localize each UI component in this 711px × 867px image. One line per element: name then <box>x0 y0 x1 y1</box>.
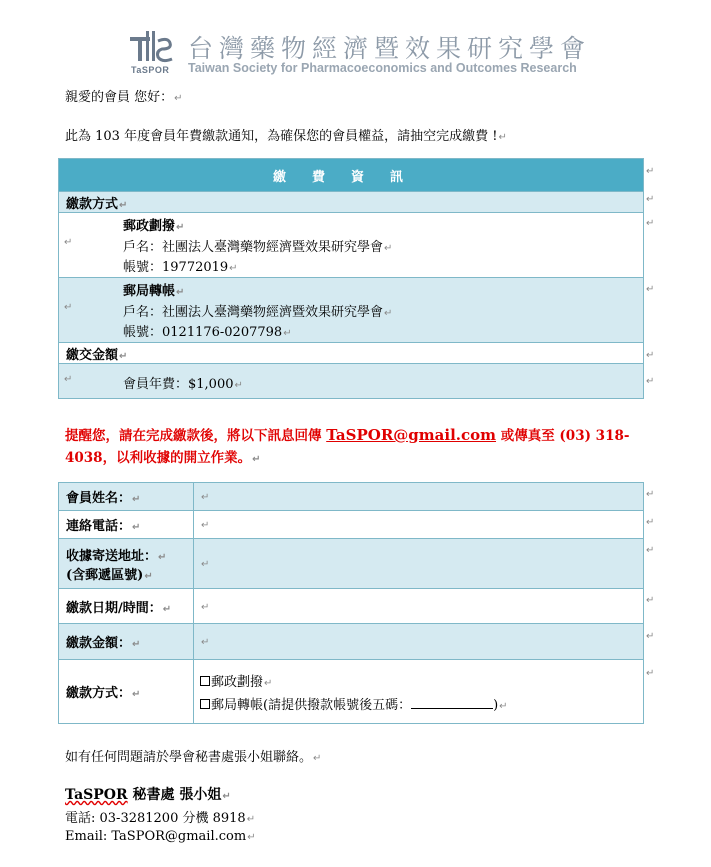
option-postal-transfer[interactable]: 郵政劃撥↵ <box>200 671 643 690</box>
taspor-emblem-icon <box>128 29 174 79</box>
account-name: 戶名：社團法人臺灣藥物經濟暨效果研究學會↵ <box>123 240 393 255</box>
checkbox-icon[interactable] <box>200 676 210 686</box>
row-end-mark: ↵ <box>646 595 655 606</box>
row-end-mark: ↵ <box>646 218 655 229</box>
row-end-mark: ↵ <box>646 376 655 387</box>
address-field[interactable]: ↵ <box>194 539 644 589</box>
account-name: 戶名：社團法人臺灣藥物經濟暨效果研究學會↵ <box>123 305 393 320</box>
row-end-mark: ↵ <box>646 631 655 642</box>
notice-text: 此為 103 年度會員年費繳款通知，為確保您的會員權益，請抽空完成繳費 !↵ <box>65 129 507 144</box>
row-end-mark: ↵ <box>646 194 655 205</box>
account-number: 帳號：0121176-0207798↵ <box>123 325 292 340</box>
row-end-mark: ↵ <box>646 545 655 556</box>
account-number: 帳號：19772019↵ <box>123 260 238 275</box>
option-bank-transfer[interactable]: 郵局轉帳(請提供撥款帳號後五碼： )↵ <box>200 694 643 713</box>
row-end-mark: ↵ <box>646 517 655 528</box>
phone-line: 電話: 03-3281200 分機 8918↵ <box>65 811 256 826</box>
reminder-text: 提醒您，請在完成繳款後，將以下訊息回傳 TaSPOR@gmail.com 或傳真至 (03) 318-4038，以利收據的開立作業。↵ <box>65 426 630 466</box>
phone-label: 連絡電話：↵ <box>59 511 194 539</box>
payment-amount-field[interactable]: ↵ <box>194 624 644 660</box>
amount-label: 繳交金額↵ <box>59 343 644 364</box>
payment-method-options <box>194 660 644 724</box>
address-label: 收據寄送地址：↵ (含郵遞區號)↵ <box>59 539 194 589</box>
method-bank-transfer: ↵ 郵局轉帳↵ 戶名：社團法人臺灣藥物經濟暨效果研究學會↵ 帳號：0121176-0207798↵ <box>59 278 643 342</box>
row-end-mark: ↵ <box>646 350 655 361</box>
method-title: 郵局轉帳↵ <box>123 284 185 299</box>
society-logo <box>124 27 591 81</box>
payment-info-table <box>58 158 644 399</box>
member-name-field[interactable]: ↵ <box>194 483 644 511</box>
method-label: 繳款方式↵ <box>59 192 644 213</box>
payment-method-label: 繳款方式：↵ <box>59 660 194 724</box>
payment-table-title: 繳費資訊 <box>59 159 644 192</box>
phone-field[interactable]: ↵ <box>194 511 644 539</box>
row-end-mark: ↵ <box>646 668 655 679</box>
row-end-mark: ↵ <box>646 489 655 500</box>
row-end-mark: ↵ <box>646 166 655 177</box>
logo-abbreviation: TaSPOR <box>131 65 170 75</box>
signature: TaSPOR 秘書處 張小姐↵ <box>65 787 231 803</box>
contact-note: 如有任何問題請於學會秘書處張小姐聯絡。↵ <box>65 750 322 765</box>
greeting: 親愛的會員 您好：↵ <box>65 90 183 105</box>
reminder-email-link[interactable]: TaSPOR@gmail.com <box>326 426 497 444</box>
email-line: Email: TaSPOR@gmail.com↵ <box>65 829 256 844</box>
logo-english-name: Taiwan Society for Pharmacoeconomics and Outcomes Research <box>188 61 577 75</box>
payment-date-label: 繳款日期/時間：↵ <box>59 589 194 624</box>
logo-chinese-name: 台灣藥物經濟暨效果研究學會 <box>188 34 592 63</box>
reply-form-table <box>58 482 644 724</box>
member-name-label: 會員姓名：↵ <box>59 483 194 511</box>
method-title: 郵政劃撥↵ <box>123 219 185 234</box>
checkbox-icon[interactable] <box>200 699 210 709</box>
account-last-five-blank[interactable] <box>411 696 493 709</box>
payment-date-field[interactable]: ↵ <box>194 589 644 624</box>
row-end-mark: ↵ <box>646 284 655 295</box>
membership-fee: ↵ 會員年費：$1,000↵ <box>64 374 243 392</box>
method-postal-transfer: ↵ 郵政劃撥↵ 戶名：社團法人臺灣藥物經濟暨效果研究學會↵ 帳號：19772019↵ <box>59 213 643 277</box>
payment-amount-label: 繳款金額：↵ <box>59 624 194 660</box>
